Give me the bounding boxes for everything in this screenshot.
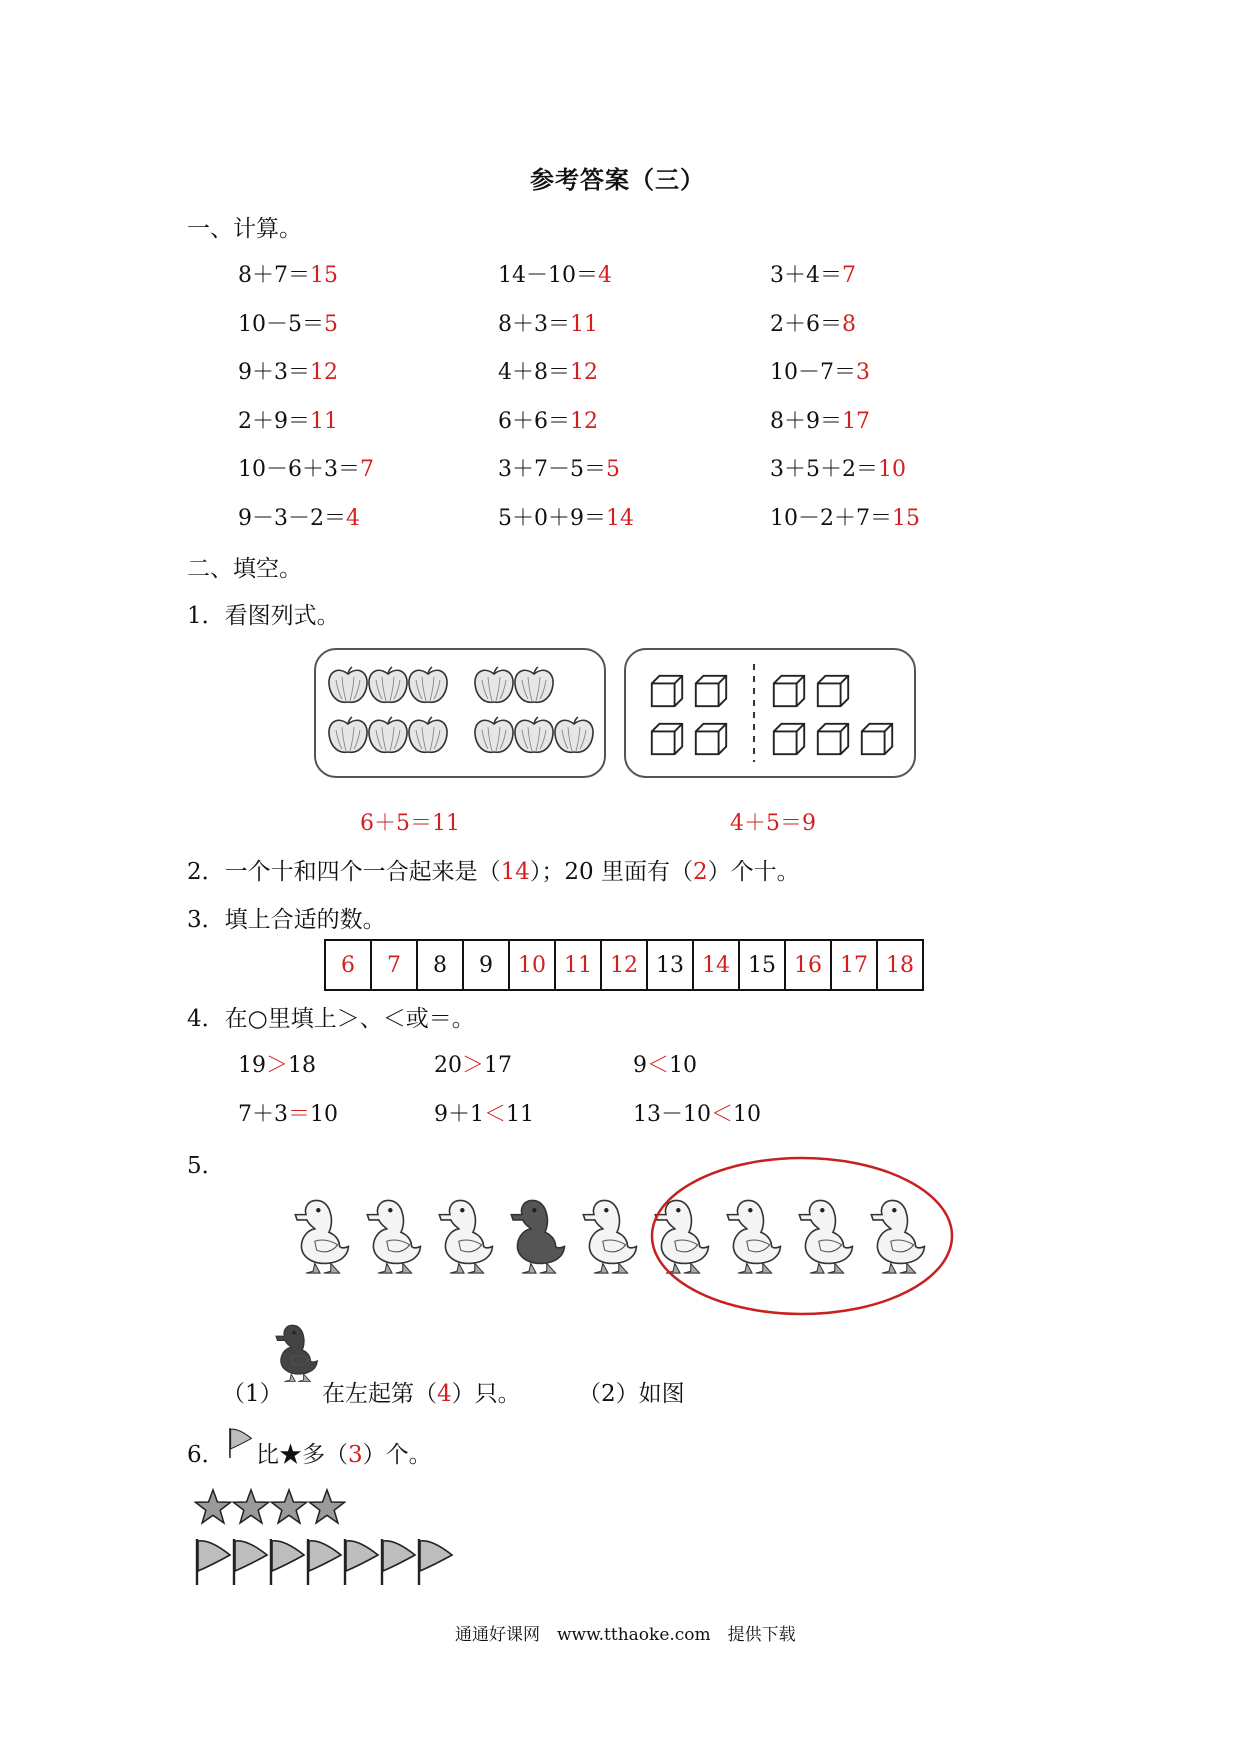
calc-item [498,355,598,386]
calc-question: 8＋7＝ [238,263,310,288]
calc-question: 9＋3＝ [238,360,310,385]
compare-operator: ＜ [647,1053,670,1078]
calc-question: 10－7＝ [770,360,856,385]
calc-question: 14－10＝ [498,263,598,288]
calc-item [238,501,360,532]
calc-answer: 15 [310,263,338,288]
cube-icon [818,676,848,706]
compare-operand: 17 [484,1053,513,1078]
cube-icon [696,724,726,754]
calc-question: 9－3－2＝ [238,505,346,531]
cubes-figure [626,650,914,776]
calc-question: 8＋3＝ [498,311,570,337]
sequence-answer-cell: 14 [693,940,739,990]
calc-item [238,307,338,338]
q4-label: 4．在○里填上＞、＜或＝。 [187,1006,475,1032]
flag-icon [308,1539,341,1585]
flag-icon [271,1539,304,1585]
apple-icon [409,667,447,702]
star-icon [309,1490,344,1523]
q6-text-part: ）个。 [362,1442,432,1468]
calc-answer: 7 [360,457,374,482]
compare-operand: 7＋3 [238,1102,288,1127]
calc-answer: 3 [856,360,870,385]
q5-sub2: （2）如图 [578,1381,685,1407]
sequence-answer-cell: 7 [371,940,417,990]
q5-label: 5． [187,1153,225,1179]
cube-icon [652,676,682,706]
compare-operand: 19 [238,1053,266,1078]
calc-item [238,452,374,483]
calc-question: 10－2＋7＝ [770,505,892,531]
apple-icon [329,717,367,752]
calc-answer: 7 [842,263,856,288]
compare-operator: ＜ [711,1102,734,1127]
apple-icon [409,717,447,752]
q2-text-part: 2．一个十和四个一合起来是（ [187,859,501,885]
flag-icon [228,1426,254,1460]
cube-icon [818,724,848,754]
calc-item [770,501,920,532]
compare-item [633,1097,761,1128]
star-icon [271,1490,306,1523]
q1-label: 1．看图列式。 [187,603,340,629]
compare-operand: 13－10 [633,1102,711,1127]
calc-item [238,404,338,435]
compare-operand: 20 [434,1053,462,1078]
duck-icon [367,1200,420,1273]
cube-icon [774,724,804,754]
ducks-figure [280,1150,980,1335]
compare-operand: 10 [733,1102,762,1127]
q5-sub1-line [322,1375,521,1408]
apple-picture-box [314,648,606,778]
calc-item [498,404,598,435]
compare-item [434,1097,534,1128]
cube-icon [862,724,892,754]
compare-operator: ＜ [484,1102,507,1127]
compare-operand: 9＋1 [434,1102,484,1127]
calc-question: 3＋5＋2＝ [770,457,878,482]
q5-sub1-prefix: （1） [222,1381,283,1407]
q2-answer-2: 2 [693,859,708,885]
sequence-answer-cell: 16 [785,940,831,990]
calc-answer: 8 [842,311,856,337]
compare-operand: 10 [669,1053,698,1078]
duck-icon [871,1200,924,1273]
apple-icon [475,667,513,702]
q1-answer-apples: 6＋5＝11 [360,811,460,836]
calc-answer: 17 [842,408,870,434]
compare-operator: ＞ [266,1053,289,1078]
page-title: 参考答案（三） [530,165,705,194]
star-icon [233,1490,268,1523]
compare-operand: 11 [506,1102,535,1127]
compare-item [434,1048,512,1079]
calc-question: 6＋6＝ [498,408,570,434]
calc-answer: 11 [570,311,598,337]
number-sequence-table [324,939,924,991]
cube-icon [774,676,804,706]
calc-answer: 12 [310,360,338,385]
calc-item [238,355,338,386]
q2-text-part: ）；20 里面有（ [529,859,693,885]
calc-answer: 12 [570,408,598,434]
apple-icon [369,717,407,752]
q5-answer: 4 [437,1381,452,1407]
calc-question: 5＋0＋9＝ [498,505,606,531]
compare-operand: 9 [633,1053,647,1078]
flag-icon [419,1539,452,1585]
q2-text-part: ）个十。 [707,859,800,885]
duck-icon [295,1200,348,1273]
calc-question: 10－6＋3＝ [238,457,360,482]
sequence-answer-cell: 12 [601,940,647,990]
flag-icon [234,1539,267,1585]
calc-item [498,501,634,532]
calc-question: 2＋9＝ [238,408,310,434]
calc-question: 3＋7－5＝ [498,457,606,482]
q6-line [256,1436,432,1469]
calc-question: 3＋4＝ [770,263,842,288]
apple-icon [555,717,593,752]
compare-item [238,1048,316,1079]
duck-icon [799,1200,852,1273]
apple-icon [515,667,553,702]
calc-item [498,452,620,483]
apple-icon [329,667,367,702]
q6-text-part: 比★多（ [256,1442,348,1468]
calc-item [770,355,870,386]
calc-item [498,307,598,338]
apple-icon [515,717,553,752]
stars-figure [194,1488,374,1528]
sequence-answer-cell: 6 [325,940,371,990]
q5-text-part: 在左起第（ [322,1381,437,1407]
calc-question: 2＋6＝ [770,311,842,337]
sequence-answer-cell: 11 [555,940,601,990]
footer-source: 通通好课网 www.tthaoke.com 提供下载 [455,1625,796,1645]
calc-answer: 10 [878,457,906,482]
q2-answer-1: 14 [500,859,530,885]
calc-answer: 4 [346,505,360,531]
calc-answer: 14 [606,505,634,531]
calc-answer: 12 [570,360,598,385]
cube-icon [652,724,682,754]
compare-operand: 18 [288,1053,317,1078]
calc-question: 10－5＝ [238,311,324,337]
calc-answer: 5 [606,457,620,482]
apple-icon [475,717,513,752]
section-heading-fill: 二、填空。 [187,556,302,582]
flag-icon [382,1539,415,1585]
duck-icon [727,1200,780,1273]
compare-operator: ＝ [288,1102,311,1127]
compare-item [238,1097,338,1128]
sequence-given-cell: 8 [417,940,463,990]
sequence-answer-cell: 18 [877,940,923,990]
calc-item [498,258,612,289]
calc-item [770,258,856,289]
q2-line [187,853,800,886]
apple-icon [369,667,407,702]
sequence-given-cell: 9 [463,940,509,990]
small-black-duck-icon [272,1318,320,1390]
sequence-answer-cell: 10 [509,940,555,990]
compare-operator: ＞ [462,1053,485,1078]
q3-label: 3．填上合适的数。 [187,907,386,933]
calc-item [770,307,856,338]
section-heading-calc: 一、计算。 [187,216,302,242]
calc-answer: 4 [598,263,612,288]
flag-icon [197,1539,230,1585]
cube-picture-box [624,648,916,778]
black-duck-icon [511,1200,564,1273]
calc-answer: 11 [310,408,338,434]
calc-item [238,258,338,289]
compare-operand: 10 [310,1102,339,1127]
q5-text-part: ）只。 [451,1381,521,1407]
duck-icon [439,1200,492,1273]
q1-answer-cubes: 4＋5＝9 [730,811,816,836]
calc-answer: 15 [892,505,920,531]
duck-icon [655,1200,708,1273]
compare-item [633,1048,697,1079]
calc-question: 8＋9＝ [770,408,842,434]
duck-icon [583,1200,636,1273]
star-icon [195,1490,230,1523]
calc-item [770,404,870,435]
flag-icon [345,1539,378,1585]
sequence-given-cell: 15 [739,940,785,990]
calc-answer: 5 [324,311,338,337]
sequence-answer-cell: 17 [831,940,877,990]
q6-answer: 3 [348,1442,363,1468]
q6-label: 6． [187,1442,225,1468]
sequence-given-cell: 13 [647,940,693,990]
flags-figure [194,1534,474,1590]
calc-question: 4＋8＝ [498,360,570,385]
calc-item [770,452,906,483]
cube-icon [696,676,726,706]
apples-figure [316,650,604,776]
